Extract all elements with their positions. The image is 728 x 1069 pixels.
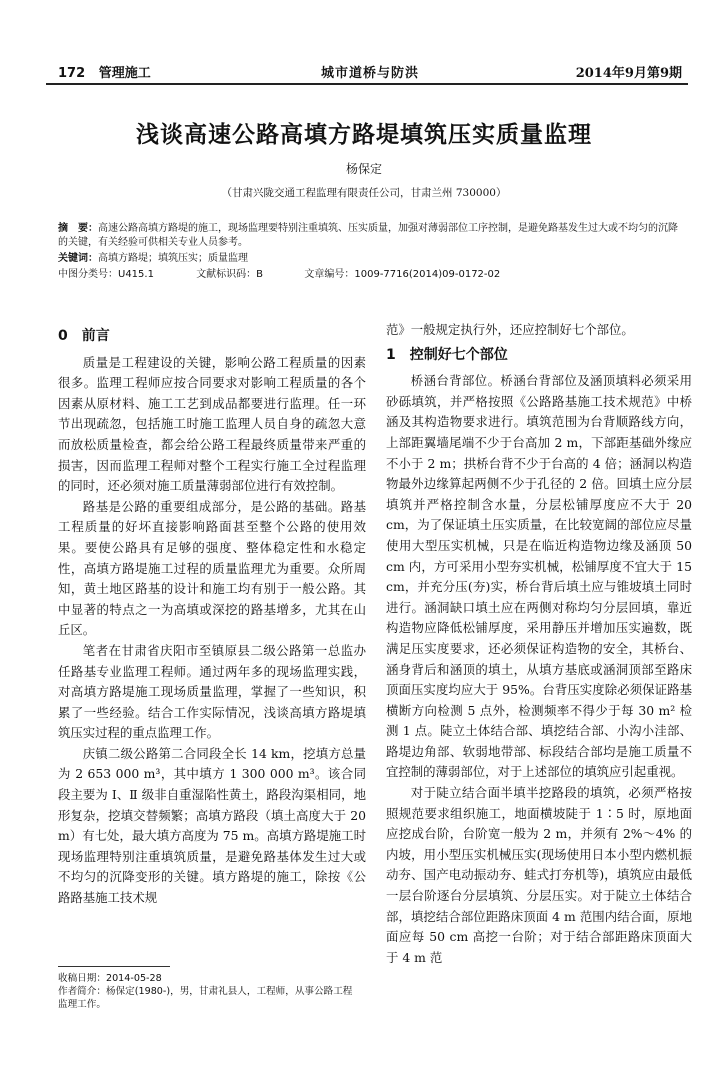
received-date: 收稿日期：2014-05-28 bbox=[58, 973, 162, 984]
article-number: 文章编号：1009-7716(2014)09-0172-02 bbox=[304, 269, 501, 280]
journal-name: 城市道桥与防洪 bbox=[320, 66, 419, 81]
paragraph: 对于陡立结合面半填半挖路段的填筑，必须严格按照规范要求组织施工，地面横坡陡于 1∶5 时，原地面应挖成台阶，台阶宽一般为 2 m，并须有 2%～4% 的内坡，用小型压实机械压实(现场使用日本小型内燃机振动夯、国产电动振动夯、蛙式打夯机等)，填筑应由最低一层台阶逐台分层填筑、分层压实。对于陡立土体结合部，填挖结合部位距路床顶面 4 m 范围内结合面，原地面应每 50 cm 高挖一台阶；对于结合部距路床顶面大于 4 m 范 bbox=[386, 785, 692, 965]
abstract-label: 摘 要： bbox=[58, 223, 98, 234]
author-bio: 作者简介：杨保定(1980-)，男，甘肃礼县人，工程师，从事公路工程监理工作。 bbox=[58, 986, 353, 1010]
keywords bbox=[58, 252, 682, 266]
issue-info: 2014年9月第9期 bbox=[575, 66, 682, 81]
abstract-text: 高速公路高填方路堤的施工，现场监理要特别注重填筑、压实质量，加强对薄弱部位工序控制，是避免路基发生过大或不均匀的沉降的关键，有关经验可供相关专业人员参考。 bbox=[58, 223, 678, 248]
paragraph: 路基是公路的重要组成部分，是公路的基础。路基工程质量的好坏直接影响路面甚至整个公路的使用效果。要使公路具有足够的强度、整体稳定性和水稳定性，高填方路堤施工过程的质量监理尤为重要。众所周知，黄土地区路基的设计和施工均有别于一般公路。其中显著的特点之一为高填或深挖的路基增多，尤其在山丘区。 bbox=[58, 498, 366, 638]
paragraph: 质量是工程建设的关键，影响公路工程质量的因素很多。监理工程师应按合同要求对影响工程质量的各个因素从原材料、施工工艺到成品都要进行监理。任一环节出现疏忽，包括施工时施工监理人员自身的疏忽大意而放松质量检查，都会给公路工程最终质量带来严重的损害，因而监理工程师对整个工程实行施工全过程监理的同时，还必须对施工质量薄弱部位进行有效控制。 bbox=[58, 354, 366, 494]
footnote bbox=[58, 972, 358, 1011]
document-code: 文献标识码：B bbox=[196, 269, 264, 280]
keywords-text: 高填方路堤；填筑压实；质量监理 bbox=[98, 253, 248, 264]
paragraph: 笔者在甘肃省庆阳市至镇原县二级公路第一总监办任路基专业监理工程师。通过两年多的现场监理实践，对高填方路堤施工现场质量监理，掌握了一些知识，积累了一些经验。结合工作实际情况，浅谈高填方路堤填筑压实过程的重点监理工作。 bbox=[58, 642, 366, 741]
author-affiliation: （甘肃兴陇交通工程监理有限责任公司，甘肃兰州 730000） bbox=[221, 187, 507, 199]
section-heading-intro: 0 前言 bbox=[58, 328, 110, 344]
classification-line bbox=[58, 268, 682, 282]
footnote-rule bbox=[58, 966, 170, 967]
left-column bbox=[58, 326, 366, 909]
clc-number: 中图分类号：U415.1 bbox=[58, 269, 154, 280]
header-rule bbox=[46, 83, 688, 85]
page-number: 172 bbox=[58, 66, 86, 81]
running-header-left bbox=[58, 62, 151, 81]
right-column bbox=[386, 320, 692, 968]
abstract bbox=[58, 222, 682, 250]
article-author: 杨保定 bbox=[345, 162, 382, 176]
section-name: 管理施工 bbox=[98, 66, 151, 81]
paragraph: 桥涵台背部位。桥涵台背部位及涵顶填料必须采用砂砾填筑，并严格按照《公路路基施工技术规范》中桥涵及其构造物要求进行。填筑范围为台背顺路线方向，上部距翼墙尾端不少于台高加 2 m，下部距基础外缘应不小于 2 m；拱桥台背不少于台高的 4 倍；涵洞以构造物最外边缘算起两侧不少于孔径的 2 倍。回填土应分层填筑并严格控制含水量，分层松铺厚度应不大于 20 cm，为了保证填土压实质量，在比较宽阔的部位应尽量使用大型压实机械，只是在临近构造物边缘及涵顶 50 cm 内，方可采用小型夯实机械，松铺厚度不宜大于 15 cm，并充分压(夯)实，桥台背后填土应与锥坡填土同时进行。涵洞缺口填土应在两侧对称均匀分层回填，靠近构造物应降低松铺厚度，采用静压并增加压实遍数，既满足压实度要求，还必须保证构造物的安全，其桥台、涵身背后和涵顶的填土，从填方基底或涵洞顶部至路床顶面压实度均应大于 95%。台背压实度除必须保证路基横断方向检测 5 点外，检测频率不得少于每 30 m² 检测 1 点。陡立土体结合部、填挖结合部、小沟小洼部、路堤边角部、软弱地带部、标段结合部均是施工质量不宜控制的薄弱部位，对于上述部位的填筑应引起重视。 bbox=[386, 373, 692, 780]
keywords-label: 关键词： bbox=[58, 253, 98, 264]
article-title: 浅谈高速公路高填方路堤填筑压实质量监理 bbox=[136, 121, 592, 148]
paragraph: 庆镇二级公路第二合同段全长 14 km，挖填方总量为 2 653 000 m³，其中填方 1 300 000 m³。该合同段主要为 Ⅰ、Ⅱ 级非自重湿陷性黄土，路段沟渠相同，地形复杂，挖填交替频繁；高填方路段（填土高度大于 20 m）有七处，最大填方高度为 75 m。高填方路堤施工时现场监理特别注重填筑质量，是避免路基体发生过大或不均匀的沉降变形的关键。填方路堤的施工，除按《公路路基施工技术规 bbox=[58, 745, 366, 906]
section-heading-1: 1 控制好七个部位 bbox=[386, 346, 508, 363]
paragraph-continuation: 范》一般规定执行外，还应控制好七个部位。 bbox=[386, 322, 634, 337]
